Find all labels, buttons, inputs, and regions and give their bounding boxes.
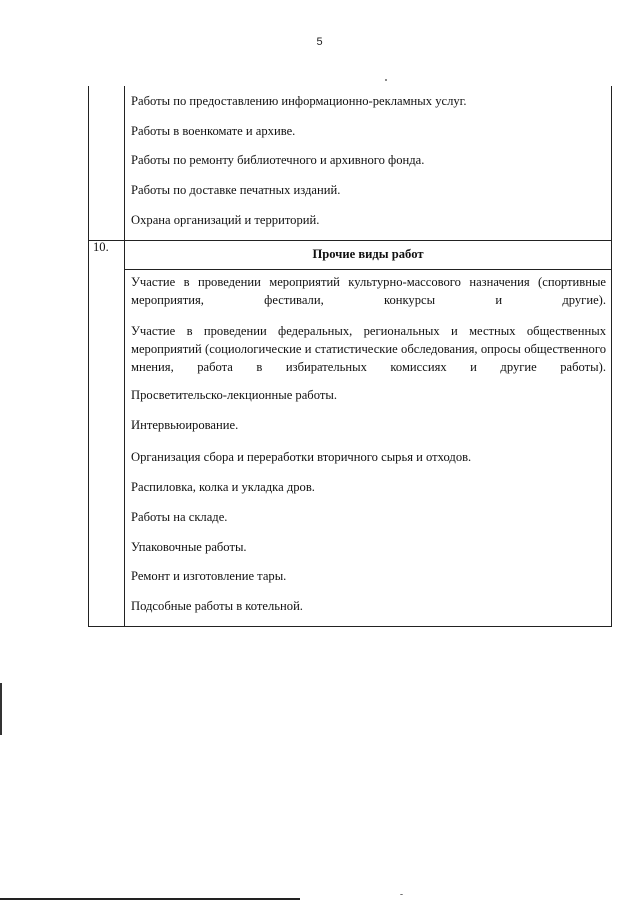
list-item: Организация сбора и переработки вторичного сырья и отходов.	[131, 450, 472, 464]
list-item: Работы по ремонту библиотечного и архивного фонда.	[131, 153, 425, 167]
scan-speck	[385, 79, 387, 81]
scan-bottom-rule	[0, 898, 300, 900]
table-border-left	[88, 86, 89, 627]
section-header-divider	[124, 269, 612, 270]
table-row-divider	[88, 240, 612, 241]
list-item: Подсобные работы в котельной.	[131, 599, 303, 613]
table-column-divider	[124, 86, 125, 627]
list-item: Работы на складе.	[131, 510, 228, 524]
scan-edge-mark	[0, 683, 2, 735]
list-item: Работы в военкомате и архиве.	[131, 124, 296, 138]
list-item: Участие в проведении мероприятий культурно-массового назначения (спортивные мероприятия, фестивали, конкурсы и другие).	[131, 275, 606, 307]
list-item: Распиловка, колка и укладка дров.	[131, 480, 315, 494]
table-border-right	[611, 86, 612, 627]
list-item: Просветительско-лекционные работы.	[131, 388, 337, 402]
list-item: Работы по доставке печатных изданий.	[131, 183, 341, 197]
table-border-bottom	[88, 626, 612, 627]
page-number: 5	[316, 36, 323, 48]
list-item: Упаковочные работы.	[131, 540, 247, 554]
list-item: Участие в проведении федеральных, региональных и местных общественных мероприятий (социологические и статистические обследования, опросы общественного мнения, работа в избирательных комиссиях и другие работы).	[131, 324, 606, 374]
list-item: Охрана организаций и территорий.	[131, 213, 320, 227]
section-title: Прочие виды работ	[312, 247, 424, 261]
scan-speck	[400, 894, 403, 895]
list-item: Интервьюирование.	[131, 418, 239, 432]
section-number: 10.	[93, 240, 109, 254]
list-item: Ремонт и изготовление тары.	[131, 569, 287, 583]
work-types-table	[88, 86, 612, 627]
list-item: Работы по предоставлению информационно-рекламных услуг.	[131, 94, 467, 108]
